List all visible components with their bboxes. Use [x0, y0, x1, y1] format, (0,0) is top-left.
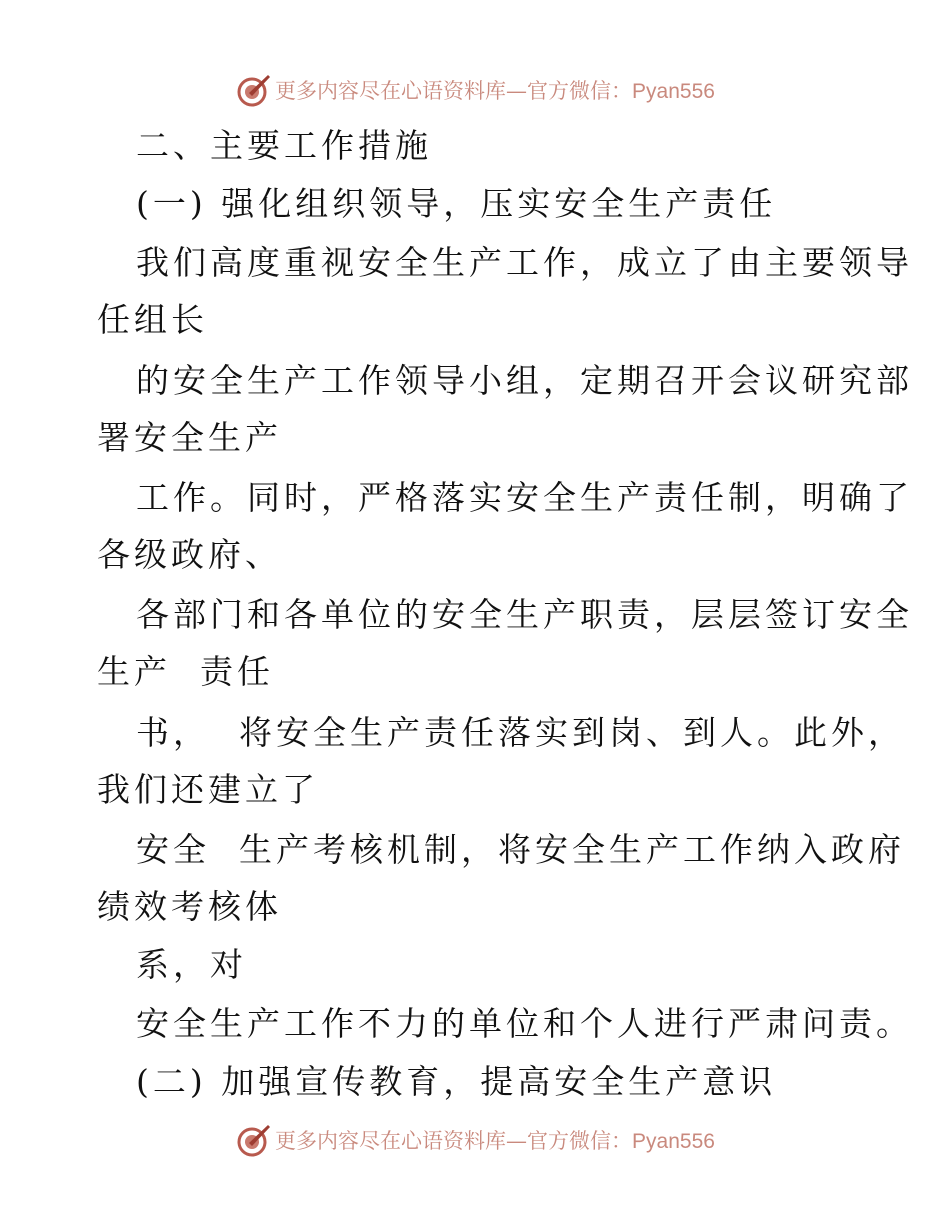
paragraph-line: 我们高度重视安全生产工作，成立了由主要领导	[136, 243, 913, 282]
paragraph-line: 系，对	[136, 945, 247, 984]
paragraph-line: 各部门和各单位的安全生产职责，层层签订安全	[136, 595, 913, 634]
paragraph-line: 署安全生产	[97, 418, 282, 457]
paragraph-line: 绩效考核体	[97, 887, 282, 926]
watermark-text: 更多内容尽在心语资料库—官方微信：Pyan556	[275, 1129, 715, 1153]
brand-logo-icon	[235, 1121, 273, 1159]
paragraph-line: 任组长	[97, 300, 208, 339]
section-heading: 二、主要工作措施	[136, 126, 432, 165]
paragraph-line: 安全 生产考核机制，将安全生产工作纳入政府	[136, 830, 905, 869]
subsection-heading: (二) 加强宣传教育，提高安全生产意识	[136, 1062, 777, 1101]
paragraph-line: 书， 将安全生产责任落实到岗、到人。此外，	[136, 713, 905, 752]
paragraph-line: 各级政府、	[97, 535, 282, 574]
footer-watermark	[0, 1120, 950, 1160]
brand-logo-icon	[235, 71, 273, 109]
paragraph-line: 我们还建立了	[97, 770, 319, 809]
header-watermark	[0, 70, 950, 110]
paragraph-line: 生产 责任	[97, 652, 274, 691]
paragraph-line: 工作。同时，严格落实安全生产责任制，明确了	[136, 478, 913, 517]
subsection-heading: (一) 强化组织领导，压实安全生产责任	[136, 184, 777, 223]
paragraph-line: 的安全生产工作领导小组，定期召开会议研究部	[136, 361, 913, 400]
watermark-text: 更多内容尽在心语资料库—官方微信：Pyan556	[275, 79, 715, 103]
paragraph-line: 安全生产工作不力的单位和个人进行严肃问责。	[136, 1004, 913, 1043]
